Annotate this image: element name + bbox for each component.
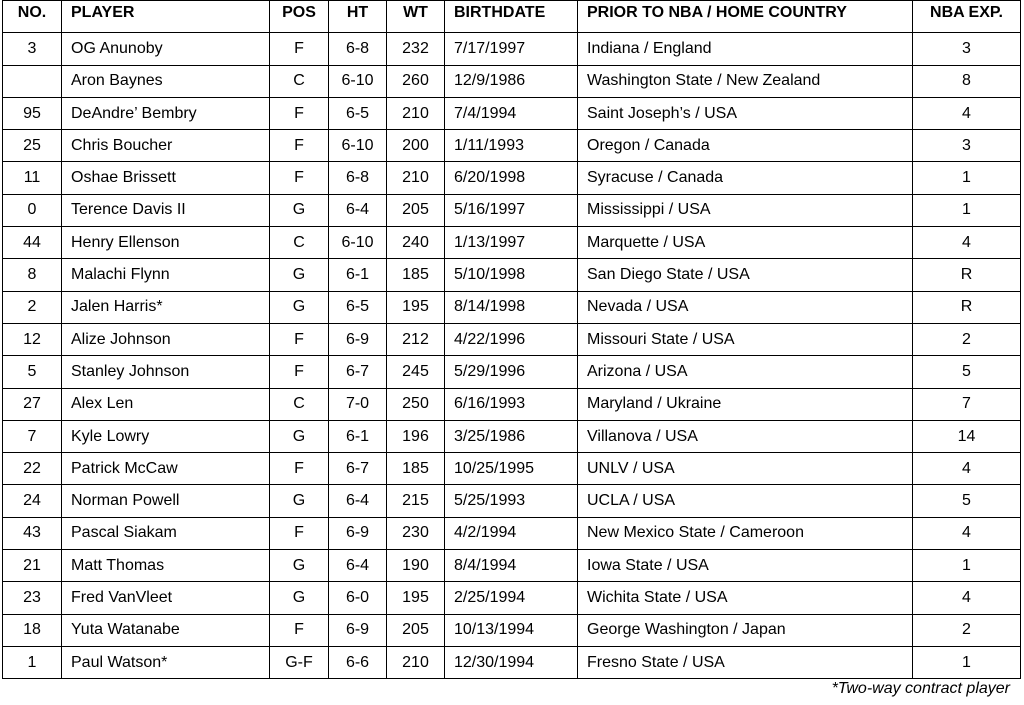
cell-player: Kyle Lowry [62, 420, 270, 452]
cell-number: 22 [3, 453, 62, 485]
cell-prior-home-country: Syracuse / Canada [578, 162, 913, 194]
header-weight: WT [387, 1, 445, 33]
cell-number: 18 [3, 614, 62, 646]
cell-nba-experience: 3 [913, 33, 1021, 65]
cell-weight: 205 [387, 194, 445, 226]
cell-weight: 195 [387, 582, 445, 614]
cell-number: 21 [3, 550, 62, 582]
cell-weight: 210 [387, 97, 445, 129]
cell-nba-experience: 1 [913, 550, 1021, 582]
table-row [3, 614, 1021, 646]
table-row [3, 259, 1021, 291]
table-row [3, 65, 1021, 97]
cell-birthdate: 7/4/1994 [445, 97, 578, 129]
table-row [3, 194, 1021, 226]
cell-player: OG Anunoby [62, 33, 270, 65]
cell-position: G-F [270, 646, 329, 678]
cell-number: 7 [3, 420, 62, 452]
cell-height: 6-9 [329, 614, 387, 646]
cell-nba-experience: 8 [913, 65, 1021, 97]
cell-nba-experience: 1 [913, 194, 1021, 226]
cell-height: 6-4 [329, 550, 387, 582]
cell-nba-experience: 7 [913, 388, 1021, 420]
cell-weight: 205 [387, 614, 445, 646]
cell-player: Oshae Brissett [62, 162, 270, 194]
cell-player: Malachi Flynn [62, 259, 270, 291]
cell-weight: 185 [387, 453, 445, 485]
cell-birthdate: 5/29/1996 [445, 356, 578, 388]
cell-birthdate: 8/14/1998 [445, 291, 578, 323]
table-row [3, 97, 1021, 129]
cell-position: F [270, 614, 329, 646]
header-position: POS [270, 1, 329, 33]
roster-table [2, 0, 1021, 679]
cell-player: Henry Ellenson [62, 227, 270, 259]
cell-nba-experience: 4 [913, 227, 1021, 259]
table-row [3, 130, 1021, 162]
cell-weight: 245 [387, 356, 445, 388]
cell-nba-experience: 1 [913, 162, 1021, 194]
cell-prior-home-country: Fresno State / USA [578, 646, 913, 678]
cell-nba-experience: 4 [913, 582, 1021, 614]
cell-nba-experience: 4 [913, 97, 1021, 129]
cell-height: 6-8 [329, 33, 387, 65]
cell-weight: 210 [387, 162, 445, 194]
cell-prior-home-country: New Mexico State / Cameroon [578, 517, 913, 549]
cell-weight: 232 [387, 33, 445, 65]
cell-weight: 250 [387, 388, 445, 420]
cell-prior-home-country: Mississippi / USA [578, 194, 913, 226]
cell-birthdate: 4/2/1994 [445, 517, 578, 549]
cell-birthdate: 7/17/1997 [445, 33, 578, 65]
cell-position: C [270, 388, 329, 420]
cell-birthdate: 4/22/1996 [445, 323, 578, 355]
cell-birthdate: 10/13/1994 [445, 614, 578, 646]
cell-number: 43 [3, 517, 62, 549]
cell-player: Alize Johnson [62, 323, 270, 355]
cell-number: 3 [3, 33, 62, 65]
cell-height: 6-7 [329, 356, 387, 388]
roster-body [3, 33, 1021, 679]
cell-nba-experience: 4 [913, 453, 1021, 485]
cell-number [3, 65, 62, 97]
cell-player: Matt Thomas [62, 550, 270, 582]
cell-position: F [270, 517, 329, 549]
cell-prior-home-country: Villanova / USA [578, 420, 913, 452]
cell-height: 6-7 [329, 453, 387, 485]
table-row [3, 453, 1021, 485]
cell-number: 5 [3, 356, 62, 388]
cell-nba-experience: 4 [913, 517, 1021, 549]
cell-height: 6-4 [329, 194, 387, 226]
cell-weight: 185 [387, 259, 445, 291]
cell-player: DeAndre’ Bembry [62, 97, 270, 129]
cell-birthdate: 5/25/1993 [445, 485, 578, 517]
cell-birthdate: 10/25/1995 [445, 453, 578, 485]
cell-weight: 215 [387, 485, 445, 517]
cell-position: C [270, 227, 329, 259]
cell-weight: 240 [387, 227, 445, 259]
cell-number: 23 [3, 582, 62, 614]
cell-height: 6-9 [329, 517, 387, 549]
cell-prior-home-country: Marquette / USA [578, 227, 913, 259]
cell-position: F [270, 356, 329, 388]
cell-birthdate: 2/25/1994 [445, 582, 578, 614]
table-row [3, 582, 1021, 614]
header-row [3, 1, 1021, 33]
table-row [3, 388, 1021, 420]
header-player: PLAYER [62, 1, 270, 33]
cell-position: F [270, 453, 329, 485]
cell-prior-home-country: UCLA / USA [578, 485, 913, 517]
cell-nba-experience: 5 [913, 356, 1021, 388]
cell-height: 6-1 [329, 259, 387, 291]
cell-number: 27 [3, 388, 62, 420]
cell-player: Aron Baynes [62, 65, 270, 97]
cell-nba-experience: 2 [913, 323, 1021, 355]
cell-prior-home-country: Indiana / England [578, 33, 913, 65]
cell-birthdate: 6/20/1998 [445, 162, 578, 194]
header-prior-home-country: PRIOR TO NBA / HOME COUNTRY [578, 1, 913, 33]
cell-number: 25 [3, 130, 62, 162]
header-birthdate: BIRTHDATE [445, 1, 578, 33]
cell-prior-home-country: George Washington / Japan [578, 614, 913, 646]
cell-prior-home-country: Arizona / USA [578, 356, 913, 388]
cell-player: Stanley Johnson [62, 356, 270, 388]
cell-position: C [270, 65, 329, 97]
table-row [3, 291, 1021, 323]
cell-height: 6-8 [329, 162, 387, 194]
cell-prior-home-country: Missouri State / USA [578, 323, 913, 355]
cell-height: 6-9 [329, 323, 387, 355]
cell-number: 2 [3, 291, 62, 323]
cell-number: 44 [3, 227, 62, 259]
cell-height: 6-5 [329, 97, 387, 129]
cell-birthdate: 12/30/1994 [445, 646, 578, 678]
cell-height: 7-0 [329, 388, 387, 420]
cell-height: 6-10 [329, 130, 387, 162]
cell-number: 0 [3, 194, 62, 226]
cell-prior-home-country: San Diego State / USA [578, 259, 913, 291]
cell-position: G [270, 194, 329, 226]
table-row [3, 485, 1021, 517]
cell-prior-home-country: UNLV / USA [578, 453, 913, 485]
table-row [3, 162, 1021, 194]
cell-player: Yuta Watanabe [62, 614, 270, 646]
cell-position: G [270, 485, 329, 517]
cell-position: F [270, 33, 329, 65]
cell-birthdate: 1/11/1993 [445, 130, 578, 162]
cell-birthdate: 5/16/1997 [445, 194, 578, 226]
cell-birthdate: 12/9/1986 [445, 65, 578, 97]
cell-height: 6-1 [329, 420, 387, 452]
cell-birthdate: 3/25/1986 [445, 420, 578, 452]
cell-player: Pascal Siakam [62, 517, 270, 549]
footnote: *Two-way contract player [831, 680, 1010, 697]
cell-weight: 190 [387, 550, 445, 582]
cell-position: F [270, 162, 329, 194]
header-height: HT [329, 1, 387, 33]
table-row [3, 33, 1021, 65]
cell-birthdate: 5/10/1998 [445, 259, 578, 291]
cell-player: Alex Len [62, 388, 270, 420]
cell-prior-home-country: Washington State / New Zealand [578, 65, 913, 97]
cell-number: 8 [3, 259, 62, 291]
cell-player: Patrick McCaw [62, 453, 270, 485]
cell-prior-home-country: Maryland / Ukraine [578, 388, 913, 420]
table-row [3, 227, 1021, 259]
cell-prior-home-country: Oregon / Canada [578, 130, 913, 162]
cell-weight: 210 [387, 646, 445, 678]
cell-weight: 230 [387, 517, 445, 549]
cell-number: 12 [3, 323, 62, 355]
cell-nba-experience: 5 [913, 485, 1021, 517]
cell-weight: 212 [387, 323, 445, 355]
cell-position: F [270, 323, 329, 355]
cell-birthdate: 6/16/1993 [445, 388, 578, 420]
cell-number: 11 [3, 162, 62, 194]
cell-prior-home-country: Nevada / USA [578, 291, 913, 323]
cell-weight: 196 [387, 420, 445, 452]
cell-nba-experience: R [913, 259, 1021, 291]
cell-weight: 200 [387, 130, 445, 162]
cell-prior-home-country: Iowa State / USA [578, 550, 913, 582]
cell-height: 6-6 [329, 646, 387, 678]
cell-position: G [270, 291, 329, 323]
cell-player: Norman Powell [62, 485, 270, 517]
cell-player: Chris Boucher [62, 130, 270, 162]
cell-position: G [270, 420, 329, 452]
table-row [3, 323, 1021, 355]
cell-height: 6-0 [329, 582, 387, 614]
cell-prior-home-country: Saint Joseph’s / USA [578, 97, 913, 129]
cell-height: 6-10 [329, 65, 387, 97]
cell-height: 6-5 [329, 291, 387, 323]
cell-position: G [270, 550, 329, 582]
cell-weight: 260 [387, 65, 445, 97]
table-row [3, 356, 1021, 388]
cell-player: Fred VanVleet [62, 582, 270, 614]
header-nba-experience: NBA EXP. [913, 1, 1021, 33]
cell-player: Terence Davis II [62, 194, 270, 226]
table-row [3, 550, 1021, 582]
cell-nba-experience: 3 [913, 130, 1021, 162]
cell-nba-experience: 1 [913, 646, 1021, 678]
header-number: NO. [3, 1, 62, 33]
cell-nba-experience: 14 [913, 420, 1021, 452]
cell-position: F [270, 97, 329, 129]
cell-height: 6-4 [329, 485, 387, 517]
cell-number: 95 [3, 97, 62, 129]
cell-nba-experience: 2 [913, 614, 1021, 646]
cell-birthdate: 8/4/1994 [445, 550, 578, 582]
table-row [3, 420, 1021, 452]
cell-player: Jalen Harris* [62, 291, 270, 323]
cell-prior-home-country: Wichita State / USA [578, 582, 913, 614]
table-row [3, 517, 1021, 549]
cell-player: Paul Watson* [62, 646, 270, 678]
cell-weight: 195 [387, 291, 445, 323]
cell-number: 1 [3, 646, 62, 678]
cell-nba-experience: R [913, 291, 1021, 323]
cell-number: 24 [3, 485, 62, 517]
cell-position: G [270, 259, 329, 291]
table-row [3, 646, 1021, 678]
cell-height: 6-10 [329, 227, 387, 259]
cell-position: F [270, 130, 329, 162]
cell-position: G [270, 582, 329, 614]
cell-birthdate: 1/13/1997 [445, 227, 578, 259]
